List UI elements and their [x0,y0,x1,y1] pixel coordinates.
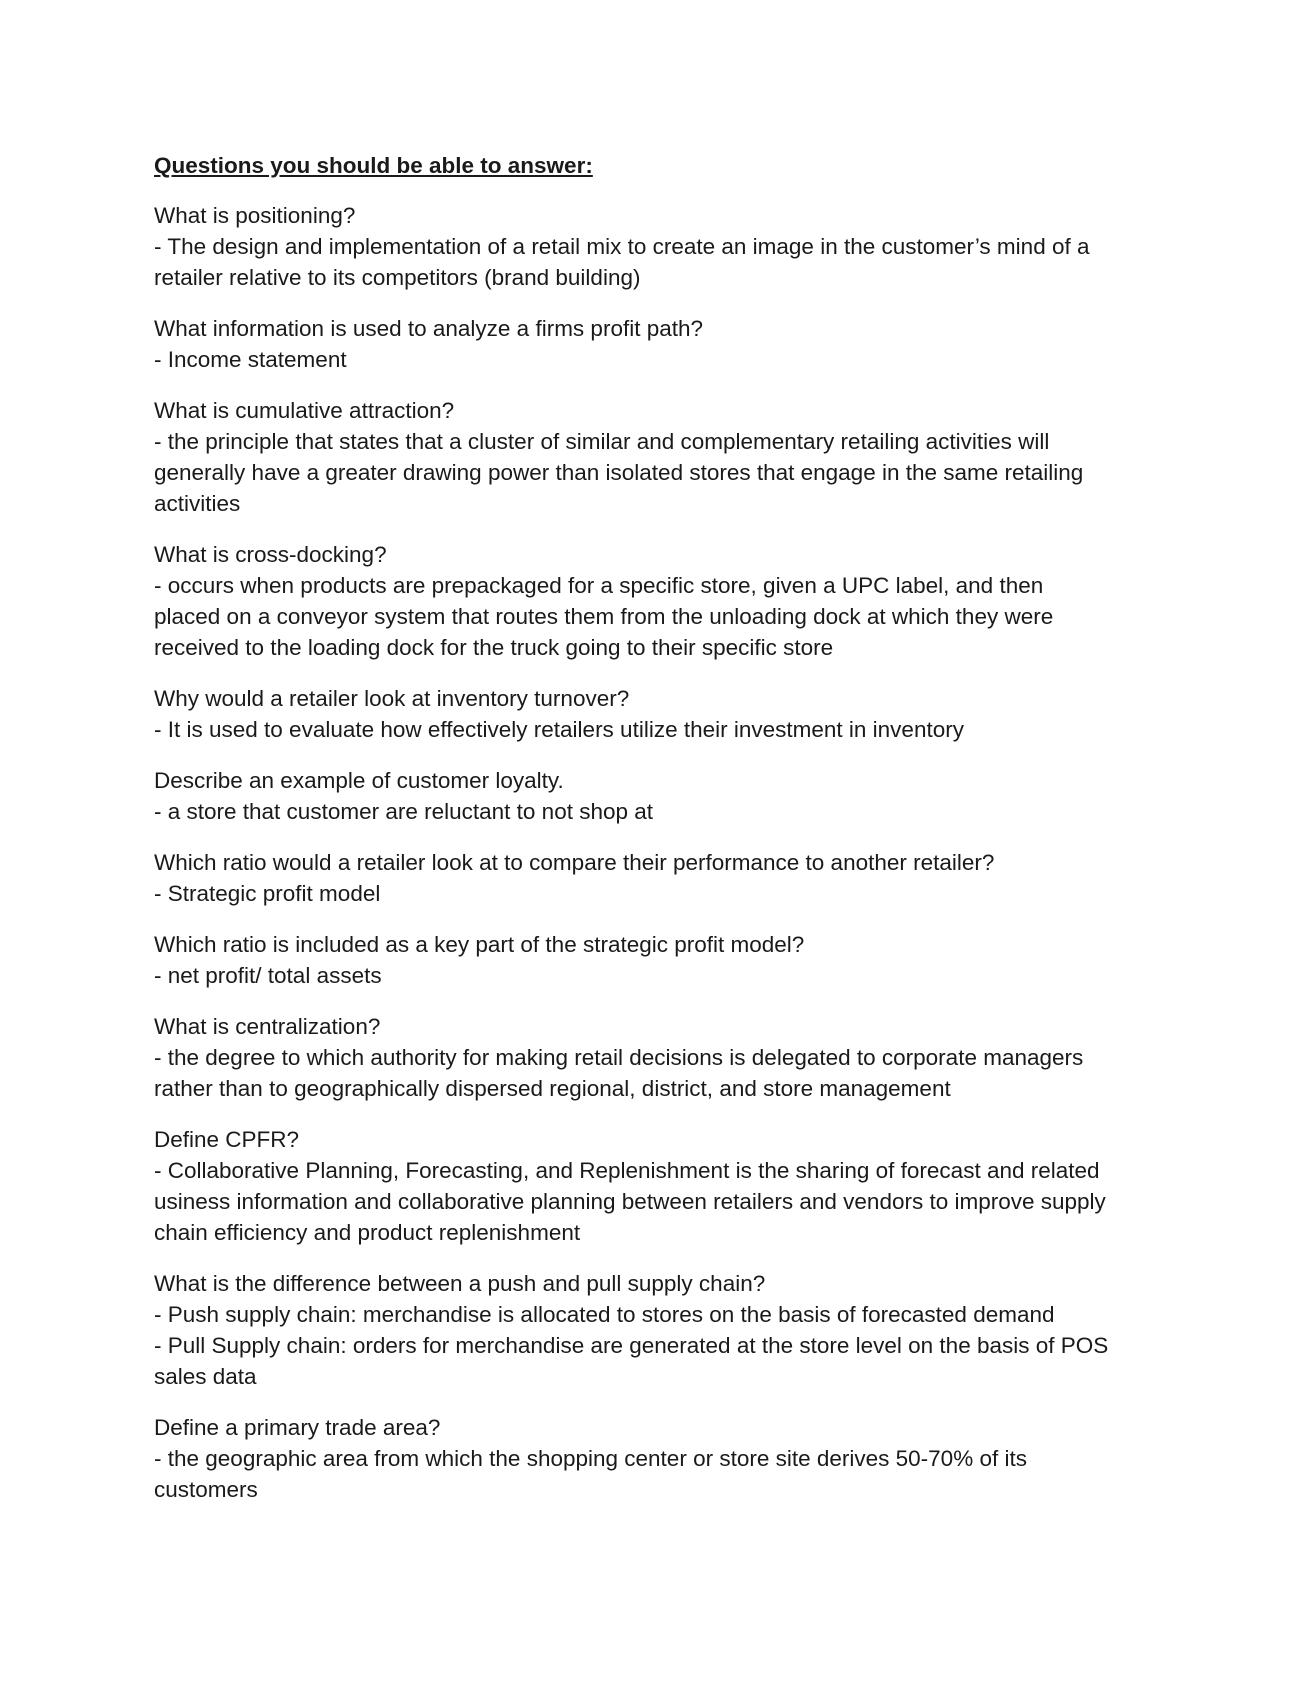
qa-item [154,313,1154,375]
answer-line: usiness information and collaborative planning between retailers and vendors to improve supply [154,1189,1106,1214]
qa-item [154,1011,1154,1104]
answer-line: - Strategic profit model [154,881,381,906]
question-text: What is cross-docking? [154,542,387,567]
question-text: What information is used to analyze a firms profit path? [154,316,704,341]
answer-line: - It is used to evaluate how effectively retailers utilize their investment in inventory [154,717,964,742]
question-text: Which ratio would a retailer look at to compare their performance to another retailer? [154,850,995,875]
answer-line: - Pull Supply chain: orders for merchandise are generated at the store level on the basis of POS [154,1333,1109,1358]
question-text: Define CPFR? [154,1127,300,1152]
answer-line: customers [154,1477,258,1502]
answer-line: - The design and implementation of a retail mix to create an image in the customer’s mind of a [154,234,1090,259]
question-text: Define a primary trade area? [154,1415,441,1440]
qa-item [154,1124,1154,1248]
answer-line: retailer relative to its competitors (brand building) [154,265,641,290]
answer-line: sales data [154,1364,257,1389]
answer-line: placed on a conveyor system that routes them from the unloading dock at which they were [154,604,1054,629]
qa-item [154,929,1154,991]
document-body [154,150,1154,1525]
qa-list [154,200,1154,1505]
document-heading: Questions you should be able to answer: [154,153,593,178]
answer-line: rather than to geographically dispersed regional, district, and store management [154,1076,951,1101]
answer-line: - Push supply chain: merchandise is allocated to stores on the basis of forecasted demand [154,1302,1055,1327]
answer-line: activities [154,491,241,516]
answer-line: - the degree to which authority for making retail decisions is delegated to corporate managers [154,1045,1084,1070]
question-text: Why would a retailer look at inventory turnover? [154,686,630,711]
answer-line: received to the loading dock for the truck going to their specific store [154,635,834,660]
answer-line: - Income statement [154,347,347,372]
answer-line: generally have a greater drawing power than isolated stores that engage in the same retailing [154,460,1084,485]
qa-item [154,847,1154,909]
answer-line: chain efficiency and product replenishment [154,1220,581,1245]
question-text: What is the difference between a push and pull supply chain? [154,1271,766,1296]
answer-line: - the principle that states that a cluster of similar and complementary retailing activities will [154,429,1050,454]
question-text: Which ratio is included as a key part of the strategic profit model? [154,932,805,957]
question-text: What is positioning? [154,203,356,228]
answer-line: - occurs when products are prepackaged for a specific store, given a UPC label, and then [154,573,1044,598]
qa-item [154,539,1154,663]
qa-item [154,1268,1154,1392]
qa-item [154,395,1154,519]
qa-item [154,1412,1154,1505]
answer-line: - Collaborative Planning, Forecasting, and Replenishment is the sharing of forecast and related [154,1158,1100,1183]
answer-line: - net profit/ total assets [154,963,382,988]
qa-item [154,683,1154,745]
question-text: What is cumulative attraction? [154,398,455,423]
question-text: What is centralization? [154,1014,381,1039]
answer-line: - a store that customer are reluctant to not shop at [154,799,654,824]
qa-item [154,765,1154,827]
question-text: Describe an example of customer loyalty. [154,768,564,793]
qa-item [154,200,1154,293]
answer-line: - the geographic area from which the shopping center or store site derives 50-70% of its [154,1446,1027,1471]
